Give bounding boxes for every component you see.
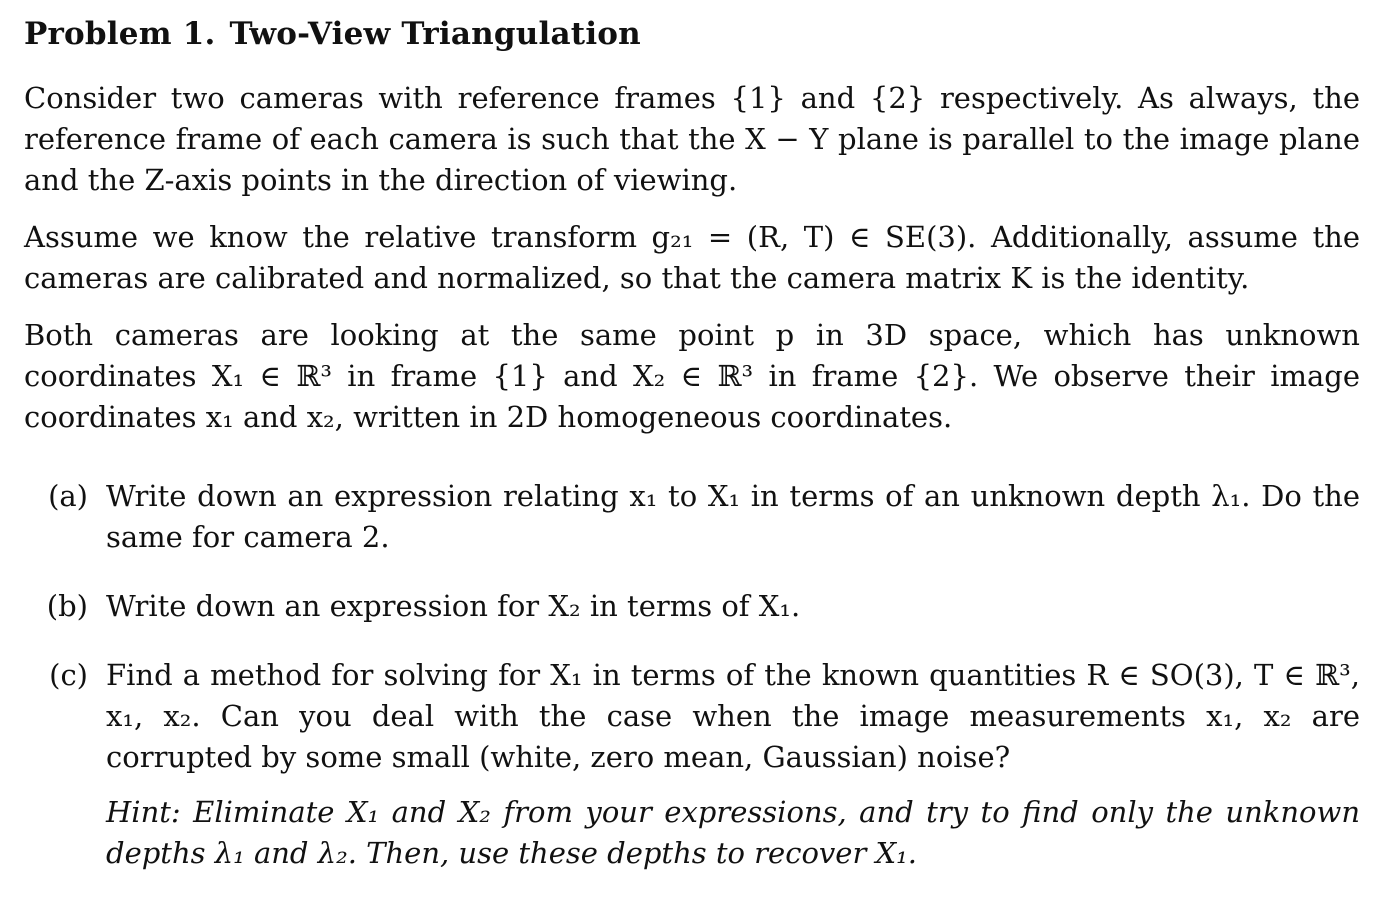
part-b-text: Write down an expression for X₂ in terms of X₁. [106,589,801,623]
part-b [24,586,1360,627]
problem-heading [24,14,1360,54]
part-b-label: (b) [46,589,88,623]
part-a [24,476,1360,558]
part-c-hint: Hint: Eliminate X₁ and X₂ from your expressions, and try to find only the unknown depths λ₁ and λ₂. Then, use these depths to recover X₁. [106,795,1360,870]
problem-parts-list [24,476,1360,874]
part-a-text: Write down an expression relating x₁ to X₁ in terms of an unknown depth λ₁. Do the same for camera 2. [106,479,1360,554]
part-c [24,655,1360,874]
part-c-label: (c) [49,658,88,692]
observation-paragraph: Both cameras are looking at the same point p in 3D space, which has unknown coordinates X₁ ∈ ℝ³ in frame {1} and X₂ ∈ ℝ³ in frame {2}. We observe their image coordinates x₁ and x₂, written in 2D homogeneous coordinates. [24,318,1360,434]
problem-label: Problem 1. [24,16,216,52]
intro-paragraph: Consider two cameras with reference frames {1} and {2} respectively. As always, the reference frame of each camera is such that the X − Y plane is parallel to the image plane and the Z-axis points in the direction of viewing. [24,81,1360,197]
assumption-paragraph: Assume we know the relative transform g₂₁ = (R, T) ∈ SE(3). Additionally, assume the cameras are calibrated and normalized, so that the camera matrix K is the identity. [24,220,1360,295]
part-c-text: Find a method for solving for X₁ in terms of the known quantities R ∈ SO(3), T ∈ ℝ³, x₁, x₂. Can you deal with the case when the image measurements x₁, x₂ are corrupted by some small (white, zero mean, Gaussian) noise? [106,658,1360,774]
part-a-label: (a) [48,479,88,513]
problem-title: Two-View Triangulation [229,16,641,52]
